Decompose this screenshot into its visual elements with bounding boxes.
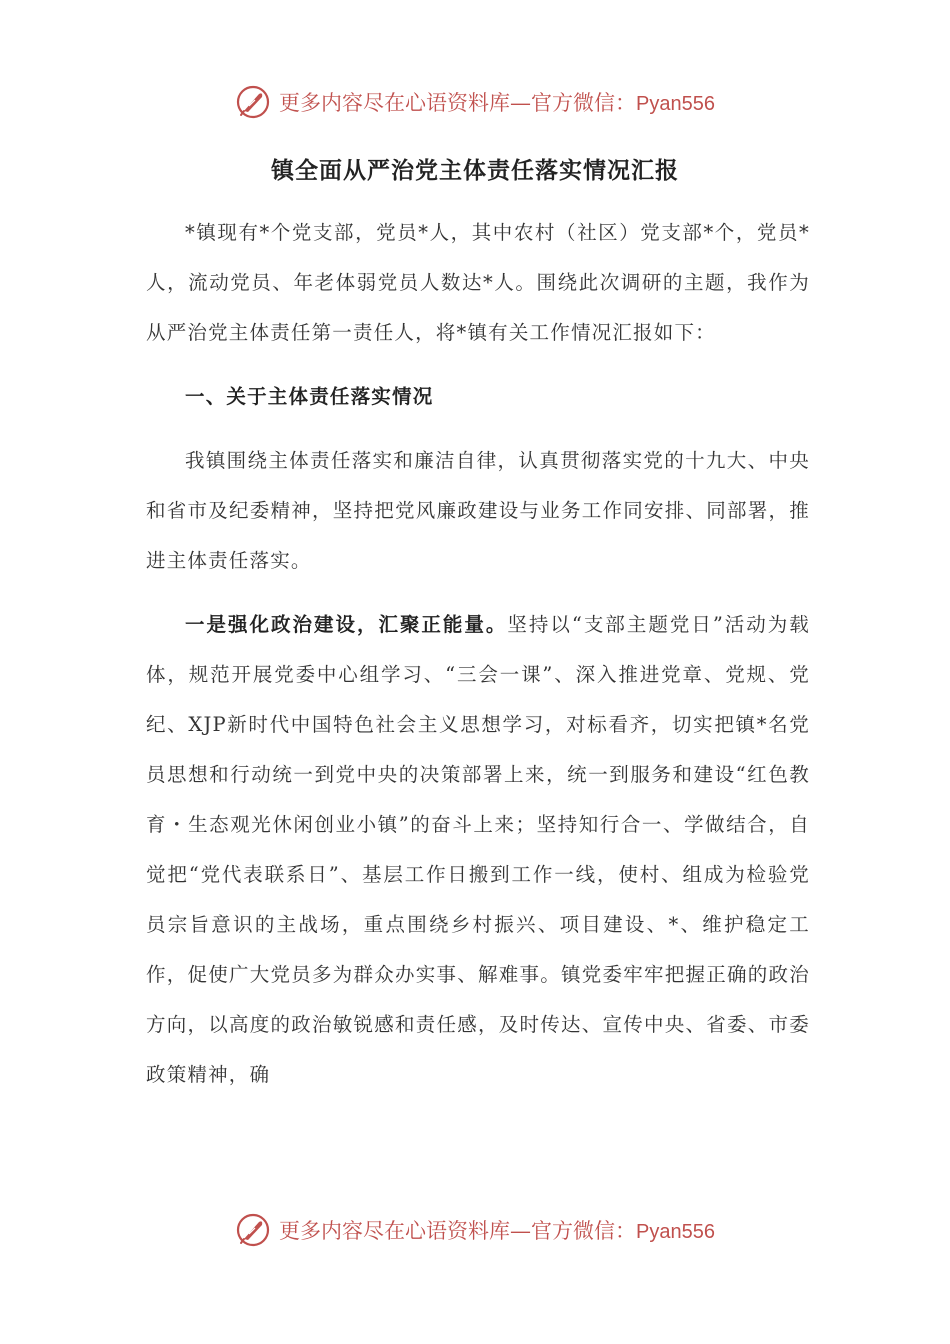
point-paragraph: [146, 600, 810, 1100]
banner-text: 更多内容尽在心语资料库—官方微信：Pyan556: [279, 1219, 715, 1243]
section-heading: 一、关于主体责任落实情况: [185, 385, 434, 408]
banner-text: 更多内容尽在心语资料库—官方微信：Pyan556: [279, 91, 715, 115]
document-title: 镇全面从严治党主体责任落实情况汇报: [271, 158, 679, 184]
point-text: 坚持以“支部主题党日”活动为载体，规范开展党委中心组学习、“三会一课”、深入推进党章、党规、党纪、XJP新时代中国特色社会主义思想学习，对标看齐，切实把镇*名党员思想和行动统一到党中央的决策部署上来，统一到服务和建设“红色教育・生态观光休闲创业小镇”的奋斗上来；坚持知行合一、学做结合，自觉把“党代表联系日”、基层工作日搬到工作一线，使村、组成为检验党员宗旨意识的主战场，重点围绕乡村振兴、项目建设、*、维护稳定工作，促使广大党员多为群众办实事、解难事。镇党委牢牢把握正确的政治方向，以高度的政治敏锐感和责任感，及时传达、宣传中央、省委、市委政策精神，确: [146, 613, 810, 1086]
header-banner: [0, 82, 950, 122]
footer-banner: [0, 1210, 950, 1250]
point-lead: 一是强化政治建设，汇聚正能量。: [185, 613, 508, 636]
intro-paragraph: *镇现有*个党支部，党员*人，其中农村（社区）党支部*个，党员*人，流动党员、年老体弱党员人数达*人。围绕此次调研的主题，我作为从严治党主体责任第一责任人，将*镇有关工作情况汇报如下：: [146, 221, 810, 344]
banner-wechat-handle: Pyan556: [636, 1221, 715, 1243]
quill-pen-icon: [235, 1212, 271, 1248]
banner-wechat-handle: Pyan556: [636, 93, 715, 115]
quill-pen-icon: [235, 84, 271, 120]
section-paragraph: 我镇围绕主体责任落实和廉洁自律，认真贯彻落实党的十九大、中央和省市及纪委精神，坚持把党风廉政建设与业务工作同安排、同部署，推进主体责任落实。: [146, 449, 810, 572]
document-body: [146, 208, 810, 1100]
